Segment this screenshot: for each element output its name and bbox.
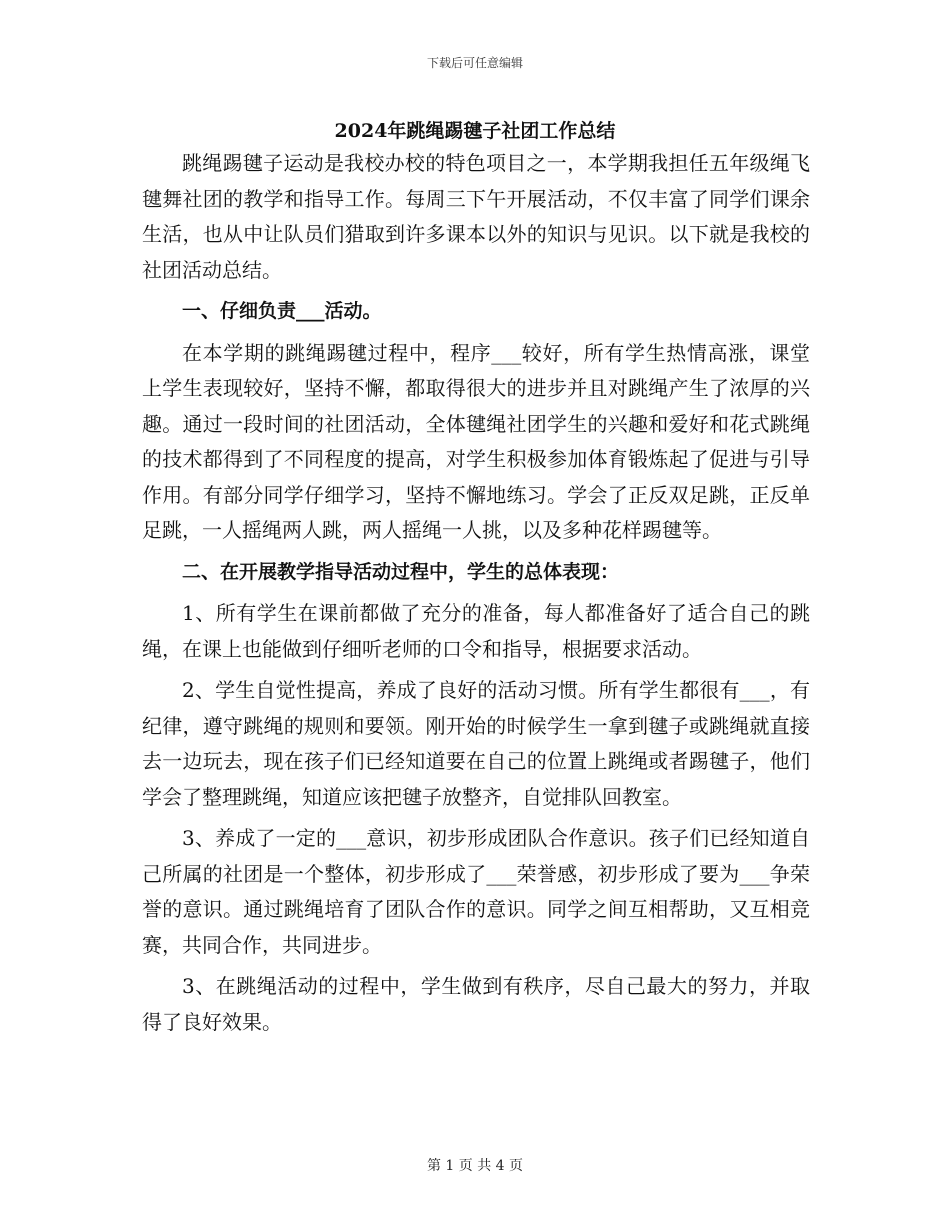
list-item-4: 3、在跳绳活动的过程中，学生做到有秩序，尽自己最大的努力，并取得了良好效果。 — [142, 974, 810, 1034]
document-body — [142, 146, 810, 1040]
intro-paragraph: 跳绳踢毽子运动是我校办校的特色项目之一，本学期我担任五年级绳飞毽舞社团的教学和指导工作。每周三下午开展活动，不仅丰富了同学们课余生活，也从中让队员们猎取到许多课本以外的知识与见识。以下就是我校的社团活动总结。 — [142, 151, 810, 282]
section-1-paragraph: 在本学期的跳绳踢毽过程中，程序___较好，所有学生热情高涨，课堂上学生表现较好，坚持不懈，都取得很大的进步并且对跳绳产生了浓厚的兴趣。通过一段时间的社团活动，全体毽绳社团学生的兴趣和爱好和花式跳绳的技术都得到了不同程度的提高，对学生积极参加体育锻炼起了促进与引导作用。有部分同学仔细学习，坚持不懈地练习。学会了正反双足跳，正反单足跳，一人摇绳两人跳，两人摇绳一人挑，以及多种花样踢毽等。 — [142, 340, 810, 542]
list-item-3: 3、养成了一定的___意识，初步形成团队合作意识。孩子们已经知道自己所属的社团是一个整体，初步形成了___荣誉感，初步形成了要为___争荣誉的意识。通过跳绳培育了团队合作的意识。同学之间互相帮助，又互相竞赛，共同合作，共同进步。 — [142, 826, 810, 957]
section-heading-2: 二、在开展教学指导活动过程中，学生的总体表现： — [182, 560, 620, 583]
list-item-1: 1、所有学生在课前都做了充分的准备，每人都准备好了适合自己的跳绳，在课上也能做到仔细听老师的口令和指导，根据要求活动。 — [142, 601, 810, 661]
list-item-2: 2、学生自觉性提高，养成了良好的活动习惯。所有学生都很有___，有纪律，遵守跳绳的规则和要领。刚开始的时候学生一拿到毽子或跳绳就直接去一边玩去，现在孩子们已经知道要在自己的位置上跳绳或者踢毽子，他们学会了整理跳绳，知道应该把毽子放整齐，自觉排队回教室。 — [142, 678, 810, 809]
page-header-note: 下载后可任意编辑 — [426, 56, 523, 70]
section-heading-1: 一、仔细负责___活动。 — [182, 300, 382, 322]
document-title: 2024年跳绳踢毽子社团工作总结 — [334, 120, 616, 142]
page-footer: 第 1 页 共 4 页 — [426, 1158, 524, 1174]
